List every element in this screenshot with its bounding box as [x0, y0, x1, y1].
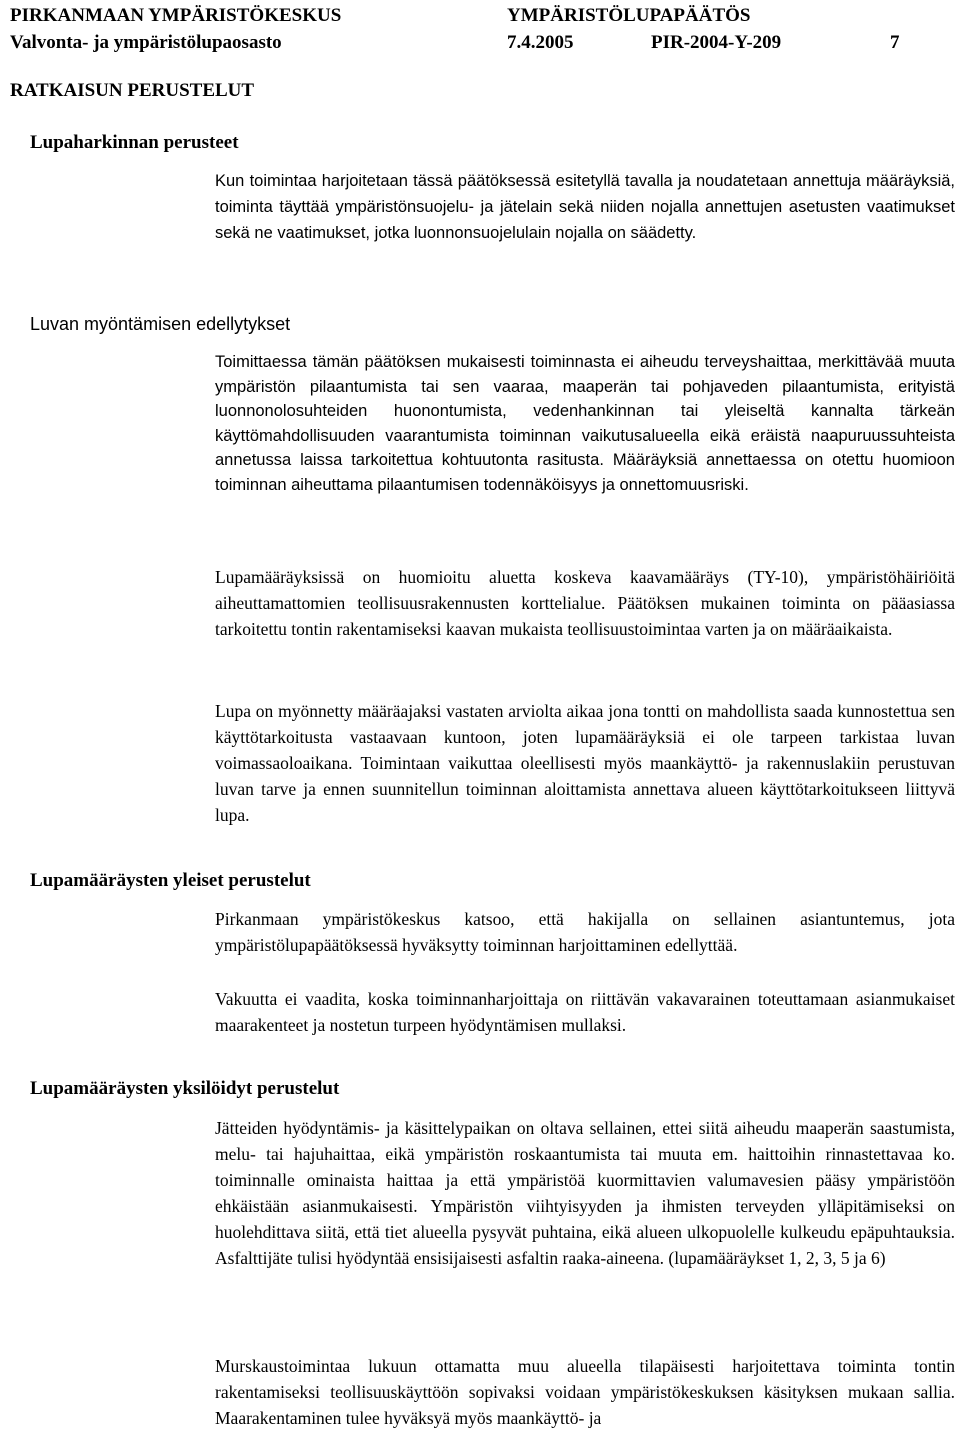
paragraph: Lupamääräyksissä on huomioitu aluetta koskeva kaavamääräys (TY-10), ympäristöhäiriöitä aiheuttamattomien teollisuusrakennusten korttelialue. Päätöksen mukainen toiminta on pääasiassa tarkoitettu tontin rakentamiseksi kaavan mukaista teollisuustoimintaa varten ja on määräaikaista. [215, 567, 955, 639]
page-header [10, 2, 950, 56]
paragraph: Kun toimintaa harjoitetaan tässä päätöksessä esitetyllä tavalla ja noudatetaan annettuja määräyksiä, toiminta täyttää ympäristönsuojelu- ja jätelain sekä niiden nojalla annettujen asetusten vaatimukset sekä ne vaatimukset, jotka luonnonsuojelulain nojalla on säädetty. [215, 172, 955, 242]
section-heading-lupamaaraysten-yksiloidyt-perustelut: Lupamääräysten yksilöidyt perustelut [30, 1078, 340, 1099]
document-id: PIR-2004-Y-209 [651, 32, 782, 53]
document-date: 7.4.2005 [507, 32, 574, 53]
department-name: Valvonta- ja ympäristölupaosasto [10, 32, 282, 53]
section-heading-lupamaaraysten-yleiset-perustelut: Lupamääräysten yleiset perustelut [30, 870, 311, 891]
header-row-2 [10, 29, 950, 56]
paragraph: Murskaustoimintaa lukuun ottamatta muu alueella tilapäisesti harjoitettava toiminta tontin rakentamiseksi teollisuuskäyttöön sopivaksi voidaan ympäristökeskuksen käsityksen mukaan sallia. Maarakentaminen tulee hyväksyä myös maankäyttö- ja [215, 1356, 955, 1428]
header-row-1 [10, 2, 950, 29]
document-type: YMPÄRISTÖLUPAPÄÄTÖS [507, 5, 751, 26]
paragraph: Jätteiden hyödyntämis- ja käsittelypaikan on oltava sellainen, ettei siitä aiheudu maaperän saastumista, melu- tai hajuhaittaa, eikä ympäristön roskaantumista tai muuta em. haittoihin rinnastettavaa ko. toiminnalle ominaista haittaa ja että ympäristöä kuormittavien valumavesien pääsy ympäristöön ehkäistään asianmukaisesti. Ympäristön viihtyisyyden ja ihmisten terveyden ylläpitämiseksi on huolehdittava siitä, että tiet alueella pysyvät puhtaina, eikä alueen ulkopuolelle kulkeudu epäpuhtauksia. Asfalttijäte tulisi hyödyntää ensisijaisesti asfaltin raaka-aineena. (lupamääräykset 1, 2, 3, 5 ja 6) [215, 1118, 955, 1268]
paragraph: Pirkanmaan ympäristökeskus katsoo, että hakijalla on sellainen asiantuntemus, jota ympäristölupapäätöksessä hyväksytty toiminnan harjoittaminen edellyttää. [215, 909, 955, 955]
organization-name: PIRKANMAAN YMPÄRISTÖKESKUS [10, 5, 342, 26]
paragraph: Vakuutta ei vaadita, koska toiminnanharjoittaja on riittävän vakavarainen toteuttamaan asianmukaiset maarakenteet ja nostetun turpeen hyödyntämisen mullaksi. [215, 989, 955, 1035]
section-heading-luvan-myontamisen-edellytykset: Luvan myöntämisen edellytykset [30, 314, 291, 334]
section-heading-lupaharkinnan-perusteet: Lupaharkinnan perusteet [30, 132, 239, 153]
paragraph: Toimittaessa tämän päätöksen mukaisesti toiminnasta ei aiheudu terveyshaittaa, merkittävää muuta ympäristön pilaantumista tai sen vaaraa, maaperän tai pohjaveden pilaantumista, erityistä luonnonolosuhteiden huonontumista, vedenhankinnan tai yleiseltä kannalta tärkeän käyttömahdollisuuden vaarantumista toiminnan vaikutusalueella eikä eräistä naapuruussuhteista annetussa laissa tarkoitettua kohtuutonta rasitusta. Määräyksiä annettaessa on otettu huomioon toiminnan aiheuttama pilaantumisen todennäköisyys ja onnettomuusriski. [215, 353, 955, 494]
page-number: 7 [890, 32, 900, 53]
main-title: RATKAISUN PERUSTELUT [10, 80, 255, 101]
paragraph: Lupa on myönnetty määräajaksi vastaten arviolta aikaa jona tontti on mahdollista saada kunnostettua sen käyttötarkoitusta vastaavaan kuntoon, joten lupamääräyksiä ei ole tarpeen tarkistaa luvan voimassaoloaikana. Toimintaan vaikuttaa oleellisesti myös maankäyttö- ja rakennuslakiin perustuvan luvan tarve ja ennen suunnitellun toiminnan aloittamista annettava alueen käyttötarkoitukseen liittyvä lupa. [215, 701, 955, 825]
